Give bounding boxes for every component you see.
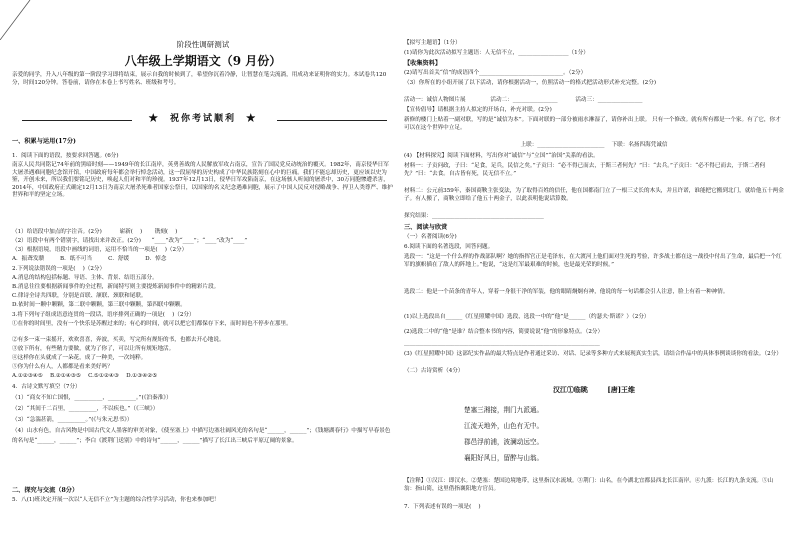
q6-answer-line: ______________________________________________________________________ (404, 340, 600, 346)
r-material-2: 材料二：公元前359年，秦国商鞅主张变法，为了取得百姓的信任，他在国都南门立了一根三丈长的木头，并且许诺，谁能把它搬到北门，就给他五十两金子。有人搬了，商鞅立即给了他五十两金子，以此表明他说话算数。 (404, 188, 784, 202)
q2-option-b: B.消息往往要根据新闻事件的全过程，新闻特写则主要提炼新闻事件中的精彩片段。 (12, 284, 220, 290)
q1-part2: （2）语段中有两个错别字，请找出来并改正。(2分) “____”改为“____”；“____”改为“____” (12, 238, 248, 244)
poem-line-1: 楚塞三湘接，荆门九派通。 (464, 406, 544, 414)
poem-line-3: 郡邑浮前浦，波澜动远空。 (464, 438, 544, 446)
q6-excerpt-1: 选段一：“这是一个什么样的作战部队啊？她的指挥官正是毛泽东，在大渡河上他们面对生死的考验，许多战士都在这一战役中付出了生命，最后把一个红军的旗帜插在了敌人的阵地上。”他说，“这是红军最艰难的时候，也是最光荣的时候。” (404, 254, 782, 268)
q3-sentence-1: ①在你的时间里，没有一个快乐是苏醒过来的；有心的时间，就可以把它们都保存下来，而时间也不停步在那里。 (12, 321, 292, 327)
r-novel-heading: （一）名著阅读(6分) (404, 234, 457, 240)
q6-excerpt-2: 选段二：他是一个苗条的青年人，穿着一身很干净的军装，他的眼睛炯炯有神，他说的每一句话都会引人注意，脸上有着一种神情。 (404, 289, 729, 295)
q6-part1: (1)以上选段出自______《红星照耀中国》选段，选段一中的“他”是______（约瑟夫·斯诺？）（2分） (404, 314, 650, 320)
q1-passage: 南京人民共同铭记74年前的黑暗时刻——1949年的长江南岸，英勇善战的人民解放军攻占南京，宣告了国民党反动统治的覆灭。1982年，南京侵华日军大屠杀遇难同胞纪念馆开馆，中国政府每年都会举行悼念活动，这一段屈辱的历史构成了中华民族铭刻在心中的巨痛。我们不能忘却历史，更应该以史为鉴，开创未来，所以我们要铭记历史，唤起人们对和平的珍视。1937年12月13日，侵华日军攻陷南京，在这场骇人听闻的屠杀中，30万同胞惨遭杀害，2014年，中国政府正式确定12月13日为南京大屠杀死难者国家公祭日，以国家的名义纪念遇难同胞，展示了中国人民反对侵略战争、捍卫人类尊严、维护世界和平的坚定立场。 (12, 162, 393, 199)
q2-option-c: C.律诗全诗共四联，分别是首联、颔联、颈联和尾联。 (12, 293, 147, 299)
q7-title: 7．下列表述有误的一项是( ) (404, 504, 481, 510)
q4-item-2: （2）“其间千二百里，__________，不以疾也。”（《三峡》） (12, 406, 159, 412)
r-material-question: (4) 【材料探究】阅读下面材料，写出你对“诚信”与“立国”“治国”关系的看法。 (404, 153, 599, 159)
exam-title: 八年级上学期语文（9 月份） (124, 54, 282, 68)
poem-notes: 【注释】①汉江：即汉水。②楚塞：楚国边境地带，这里指汉水流域。③荆门：山名，在今湖北宜都县西北长江南岸。④九派：长江的九条支流。⑤山翁：指山简，这里借指襄阳地方官员。 (404, 478, 774, 492)
q3-options: A.①②③④⑤ B.②①④③⑤ C.⑤①②④③ D.①③④②⑤ (12, 373, 158, 379)
q2-option-d: D.依时间一颗中颗颗，第二联中颗颗，第三联中颗颗，第四联中颗颗。 (12, 302, 186, 308)
q3-sentence-2: ②有多一束一束摇开，欢欢喜喜，奔波，买卖，写完所有规矩的书，也都去开心地说。 (12, 337, 225, 343)
q1-title: 1．阅读下面的语段，按要求回答题。(6分) (12, 153, 119, 159)
q6-part2: (2)选段二中的“他”是谁？结合整本书的内容，简要说说“他”的形象特点。（2分） (404, 329, 604, 335)
r-poem-heading: （二）古诗赏析（4分） (404, 368, 464, 374)
r-couplet-context: 新修的楼门上贴着一副对联，写的是“诚信为本”。下面对联的一部分被雨水淋湿了，请你补出上联。 只有一个修改。就有所有都是一个家。有了它，你才可以在这个世界中立足。 (404, 117, 781, 131)
r-activity-question: （3）你所在的小组开展了以下活动，请你根据活动一，仿照活动一的格式把活动形式补充完整。(2分) (404, 80, 657, 86)
r-idioms-question: (2)请写出首关“信”的成语四个______________________________。（2分） (404, 70, 587, 76)
right-column (404, 0, 784, 550)
section-3-heading: 三、阅读与欣赏 (404, 224, 448, 231)
r-collect-heading: 【收集资料】 (404, 60, 442, 67)
left-column (12, 0, 394, 550)
poem-title: 汉江①临眺 [唐]王维 (552, 385, 636, 394)
q1-part3: （3）根据语境，语段中画线的词语，运用不恰当的一项是( )（2分） (12, 247, 188, 253)
q2-option-a: A.消息的结构包括标题、导语、主体、背景、结语五部分。 (12, 275, 158, 281)
r-couplet-lines: 上联：________________________ 下联：名扬四海凭诚信 (520, 142, 668, 148)
q3-sentence-3: ③放下所有，有些精力要做，就为了你了，可以让所有规矩地活。 (12, 346, 175, 352)
q4-title: 4．古诗文默写填空（7分） (12, 384, 81, 390)
q4-item-3: （3）“急湍甚箭，__________。”(《与朱元思书》） (12, 417, 133, 423)
r-material-1: 材料一：子贡问政，子曰：“足食，足兵，民信之矣。”子贡曰：“必不得已而去，于斯三者何先？”曰：“去兵。”子贡曰：“必不得已而去，于斯二者何先？”曰：“去食。自古皆有死，民无信不立。” (404, 163, 766, 177)
q6-part3: (3)《红星照耀中国》这部纪实作品的最大特点是作者通过采访、对话、记录等多种方式来展现真实生活，请结合作品中的具体事例谈谈你的看法。（2分） (404, 351, 782, 357)
q1-options: A．振聋发聩 B．纸不可当 C．舒缓 D．悼念 (12, 256, 167, 262)
exam-instructions: 亲爱的同学，升入八年级的第一阶段学习即将结束，展示自我的时候到了，希望你沉着冷静，让智慧在笔尖流淌，用成功来证明你的实力。本试卷共120分，时间120分钟。答卷前，请你在本卷上书写姓名、班级和考号。 (12, 72, 387, 86)
q3-sentence-4: ④这样你在头就成了一朵花，成了一种美，一次纯粹。 (12, 355, 147, 361)
q6-title: 6.阅读下面的名著选段，回答问题。 (404, 244, 494, 250)
q4-item-4: （4）山水有色，自古风物是中国古代文人墨客的审美对象，《使至塞上》中描写边塞壮阔风光的名句是“______，______”；《钱塘湖春行》中描写早春景色的名句是“______，______”；李白《渡荆门送别》中的诗句“______，______”描写了长江出三峡后平原辽阔的景象。 (12, 428, 391, 444)
exam-banner: ★ 祝你考试顺利 ★ (148, 114, 258, 124)
r-promote-heading: 【宣传倡导】请根据主持人拟定的开场白，补充对联。(2分) (404, 107, 552, 113)
poem-line-4: 襄阳好风日，留醉与山翁。 (464, 454, 544, 462)
q1-part1: （1）给语段中加点的字注音。(2分) 崭新( ) 镌刻( ) (12, 229, 178, 235)
q5-title: 5．八(1)班决定开展一次以“人无信不立”为主题的综合性学习活动，你也来参加吧！ (12, 497, 220, 503)
q3-title: 3.将下列句子组成语意连贯的一段话，语序排列正确的一项是( )（2分） (12, 312, 195, 318)
r-activities: 活动一：诚信人物图片展 活动二：________________ 活动三：________________ (404, 97, 643, 103)
banner-rule-right (277, 120, 387, 121)
section-1-heading: 一、积累与运用(17分) (12, 138, 76, 145)
r-theme-heading: 【拟写主题语】（1分） (404, 40, 461, 46)
poem-line-2: 江流天地外，山色有无中。 (464, 422, 544, 430)
q3-sentence-5: ⑤你为什么有人，人都都是看来美好吗？ (12, 364, 113, 370)
q4-item-1: （1）“商女不知亡国恨，__________，__________。”(《泊秦淮》） (12, 395, 172, 401)
r-theme-question: (1)请你为此次活动拟写主题语：人无信不立，__________________（1分） (404, 50, 589, 56)
exam-subtitle: 阶段性调研测试 (176, 40, 230, 49)
r-explore-result: 探究结果：________________________________________ (404, 213, 544, 219)
q2-title: 2.下列说法错误的一项是( )（2分） (12, 266, 106, 272)
section-2-heading: 二、探究与交流（8分） (12, 487, 79, 494)
